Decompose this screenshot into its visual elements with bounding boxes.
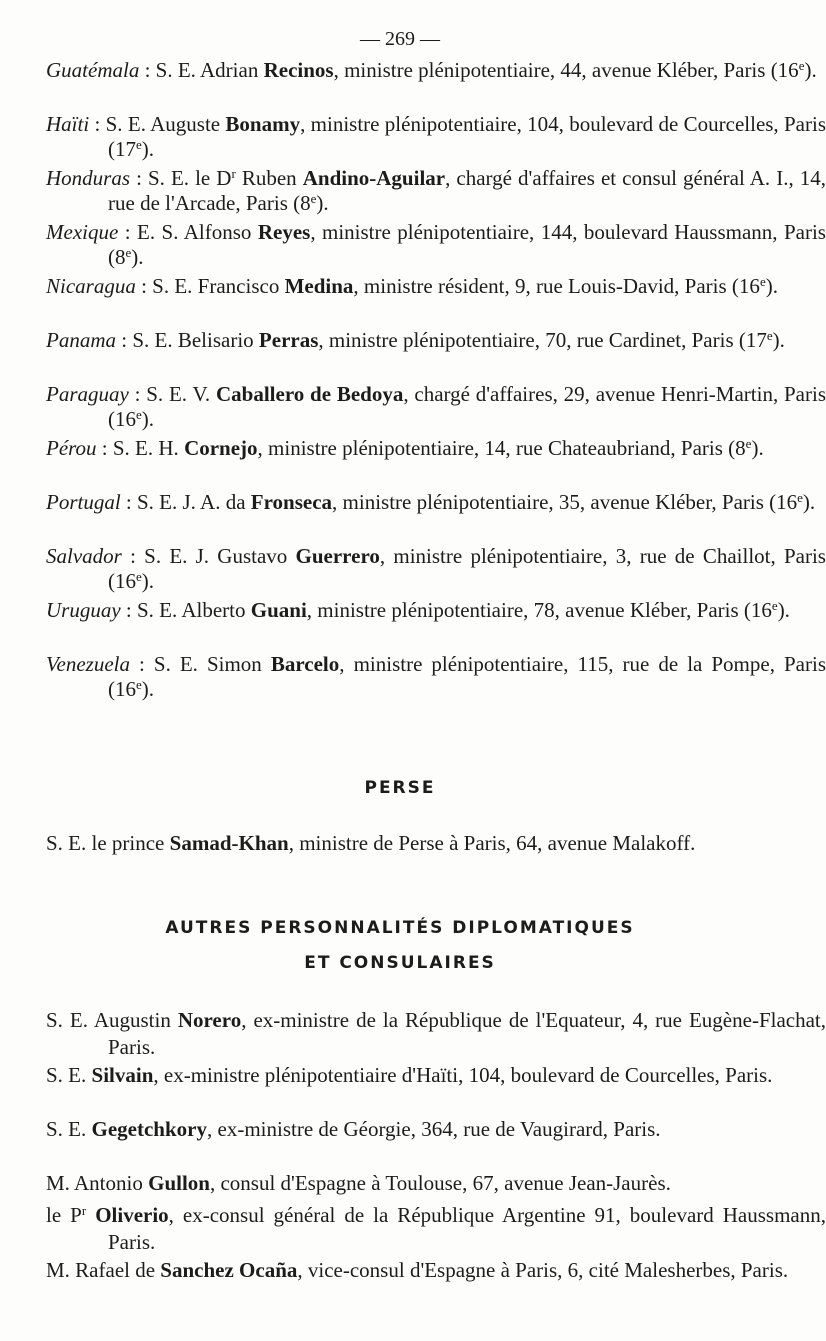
country-name: Paraguay	[46, 382, 129, 406]
superscript: e	[766, 328, 773, 343]
entry-text: ).	[141, 569, 155, 593]
entry-text: , consul d'Espagne à Toulouse, 67, avenue Jean-Jaurès.	[209, 1171, 671, 1195]
superscript: e	[136, 137, 142, 152]
personality-entry-gullon	[46, 1170, 826, 1197]
country-name: Portugal	[46, 490, 121, 514]
entry-text: : S. E. V.	[128, 382, 216, 406]
legation-entry-salvador	[46, 544, 826, 594]
entry-text: , ministre plénipotentiaire, 14, rue Chateaubriand, Paris (8	[257, 436, 746, 460]
entry-text: , ministre plénipotentiaire, 78, avenue Kléber, Paris (16	[306, 598, 772, 622]
entry-text: , chargé d'affaires, 29, avenue Henri-Martin, Paris (16	[108, 382, 826, 431]
diplomat-name: Gegetchkory	[91, 1117, 207, 1141]
diplomat-name: Fronseca	[250, 490, 333, 514]
country-name: Mexique	[46, 220, 119, 244]
entry-text: : S. E. Auguste	[89, 112, 226, 136]
superscript: e	[771, 598, 778, 613]
superscript: e	[310, 191, 317, 206]
section-heading-autres-line2: ET CONSULAIRES	[304, 953, 496, 973]
diplomat-name: Medina	[284, 274, 354, 298]
entry-text: , ministre plénipotentiaire, 70, rue Cardinet, Paris (17	[318, 328, 767, 352]
entry-text: , ministre plénipotentiaire, 35, avenue Kléber, Paris (16	[332, 490, 798, 514]
legation-entry-perou	[46, 436, 826, 461]
superscript: e	[136, 407, 142, 422]
entry-text: ).	[802, 490, 816, 514]
entry-text	[86, 1203, 95, 1227]
personality-entry-oliverio	[46, 1202, 826, 1256]
country-name: Nicaragua	[46, 274, 136, 298]
entry-text: , ex-ministre plénipotentiaire d'Haïti, 104, boulevard de Courcelles, Paris.	[153, 1063, 773, 1087]
personality-entry-silvain	[46, 1062, 826, 1089]
entry-text: ).	[316, 191, 329, 215]
entry-text: : S. E. H.	[96, 436, 185, 460]
entry-text: ).	[141, 137, 155, 161]
legation-entry-mexique	[46, 220, 826, 270]
superscript: e	[759, 274, 766, 289]
personality-entry-norero	[46, 1007, 826, 1061]
entry-text: ).	[804, 58, 817, 82]
title-superscript: r	[231, 166, 236, 181]
entry-text: : S. E. Adrian	[139, 58, 264, 82]
entry-text: , ministre plénipotentiaire, 144, boulevard Haussmann, Paris (8	[108, 220, 826, 269]
entry-text: , ministre plénipotentiaire, 3, rue de Chaillot, Paris (16	[108, 544, 826, 593]
country-name: Uruguay	[46, 598, 121, 622]
diplomat-name: Sanchez Ocaña	[160, 1258, 298, 1282]
superscript: e	[745, 436, 752, 451]
legation-entry-nicaragua	[46, 274, 826, 299]
entry-text: S. E.	[46, 1063, 92, 1087]
entry-text: S. E.	[46, 1117, 92, 1141]
country-name: Honduras	[46, 166, 131, 190]
section-heading-perse: PERSE	[364, 778, 436, 798]
entry-text: : S. E. J. Gustavo	[121, 544, 296, 568]
entry-text: , ministre résident, 9, rue Louis-David, Paris (16	[353, 274, 760, 298]
entry-text: ).	[141, 407, 155, 431]
legation-entry-honduras	[46, 166, 826, 216]
perse-entry	[46, 830, 826, 857]
diplomat-name: Silvain	[91, 1063, 154, 1087]
entry-text: ).	[772, 328, 785, 352]
diplomat-name: Bonamy	[225, 112, 301, 136]
country-name: Haïti	[46, 112, 90, 136]
superscript: e	[798, 58, 805, 73]
superscript: e	[136, 569, 142, 584]
personality-entry-gegetchkory	[46, 1116, 826, 1143]
entry-text: Ruben	[235, 166, 303, 190]
legation-entry-guatemala	[46, 58, 826, 83]
entry-text: : S. E. J. A. da	[120, 490, 251, 514]
legation-entry-paraguay	[46, 382, 826, 432]
entry-text: , ministre plénipotentiaire, 44, avenue Kléber, Paris (16	[333, 58, 799, 82]
entry-text: ).	[131, 245, 144, 269]
superscript: e	[136, 677, 142, 692]
country-name: Salvador	[46, 544, 122, 568]
diplomat-name: Reyes	[257, 220, 311, 244]
diplomat-name: Guani	[250, 598, 307, 622]
entry-text: , ministre plénipotentiaire, 115, rue de la Pompe, Paris (16	[108, 652, 826, 701]
diplomat-name: Oliverio	[95, 1203, 169, 1227]
legation-entry-panama	[46, 328, 826, 353]
entry-text: ).	[141, 677, 155, 701]
country-name: Venezuela	[46, 652, 130, 676]
diplomat-name: Cornejo	[184, 436, 258, 460]
entry-text: le P	[46, 1203, 82, 1227]
entry-text: , ex-consul général de la République Argentine 91, boulevard Haussmann, Paris.	[108, 1203, 826, 1254]
diplomat-name: Samad-Khan	[169, 831, 289, 855]
entry-text: , ex-ministre de la République de l'Equateur, 4, rue Eugène-Flachat, Paris.	[108, 1008, 826, 1059]
entry-text: ).	[765, 274, 778, 298]
entry-text: : S. E. Francisco	[135, 274, 285, 298]
superscript: e	[125, 245, 132, 260]
entry-text: : S. E. le D	[130, 166, 232, 190]
diplomat-name: Gullon	[148, 1171, 210, 1195]
section-heading-autres-line1: AUTRES PERSONNALITÉS DIPLOMATIQUES	[165, 918, 635, 938]
title-superscript: r	[81, 1203, 87, 1218]
entry-text: M. Rafael de	[46, 1258, 161, 1282]
diplomat-name: Barcelo	[270, 652, 340, 676]
personality-entry-sanchez-ocana	[46, 1257, 826, 1284]
diplomat-name: Recinos	[263, 58, 334, 82]
entry-text: , ex-ministre de Géorgie, 364, rue de Vaugirard, Paris.	[207, 1117, 661, 1141]
entry-text: , vice-consul d'Espagne à Paris, 6, cité Malesherbes, Paris.	[297, 1258, 789, 1282]
country-name: Guatémala	[46, 58, 140, 82]
entry-text: S. E. le prince	[46, 831, 170, 855]
diplomat-name: Guerrero	[295, 544, 380, 568]
entry-text: , ministre plénipotentiaire, 104, boulevard de Courcelles, Paris (17	[108, 112, 826, 161]
entry-text: , chargé d'affaires et consul général A. I., 14, rue de l'Arcade, Paris (8	[108, 166, 826, 215]
legation-entry-venezuela	[46, 652, 826, 702]
entry-text: : S. E. Alberto	[120, 598, 251, 622]
diplomat-name: Perras	[258, 328, 319, 352]
entry-text: ).	[777, 598, 790, 622]
entry-text: : S. E. Belisario	[116, 328, 259, 352]
entry-text: M. Antonio	[46, 1171, 149, 1195]
entry-text: ).	[751, 436, 764, 460]
page-number: — 269 —	[360, 28, 440, 50]
diplomat-name: Norero	[177, 1008, 242, 1032]
entry-text: S. E. Augustin	[46, 1008, 178, 1032]
legation-entry-haiti	[46, 112, 826, 162]
diplomat-name: Caballero de Bedoya	[215, 382, 404, 406]
entry-text: : E. S. Alfonso	[118, 220, 258, 244]
legation-entry-uruguay	[46, 598, 826, 623]
superscript: e	[797, 490, 803, 505]
country-name: Panama	[46, 328, 116, 352]
legation-entry-portugal	[46, 490, 826, 515]
entry-text: , ministre de Perse à Paris, 64, avenue Malakoff.	[288, 831, 696, 855]
country-name: Pérou	[46, 436, 97, 460]
diplomat-name: Andino-Aguilar	[302, 166, 446, 190]
entry-text: : S. E. Simon	[129, 652, 271, 676]
